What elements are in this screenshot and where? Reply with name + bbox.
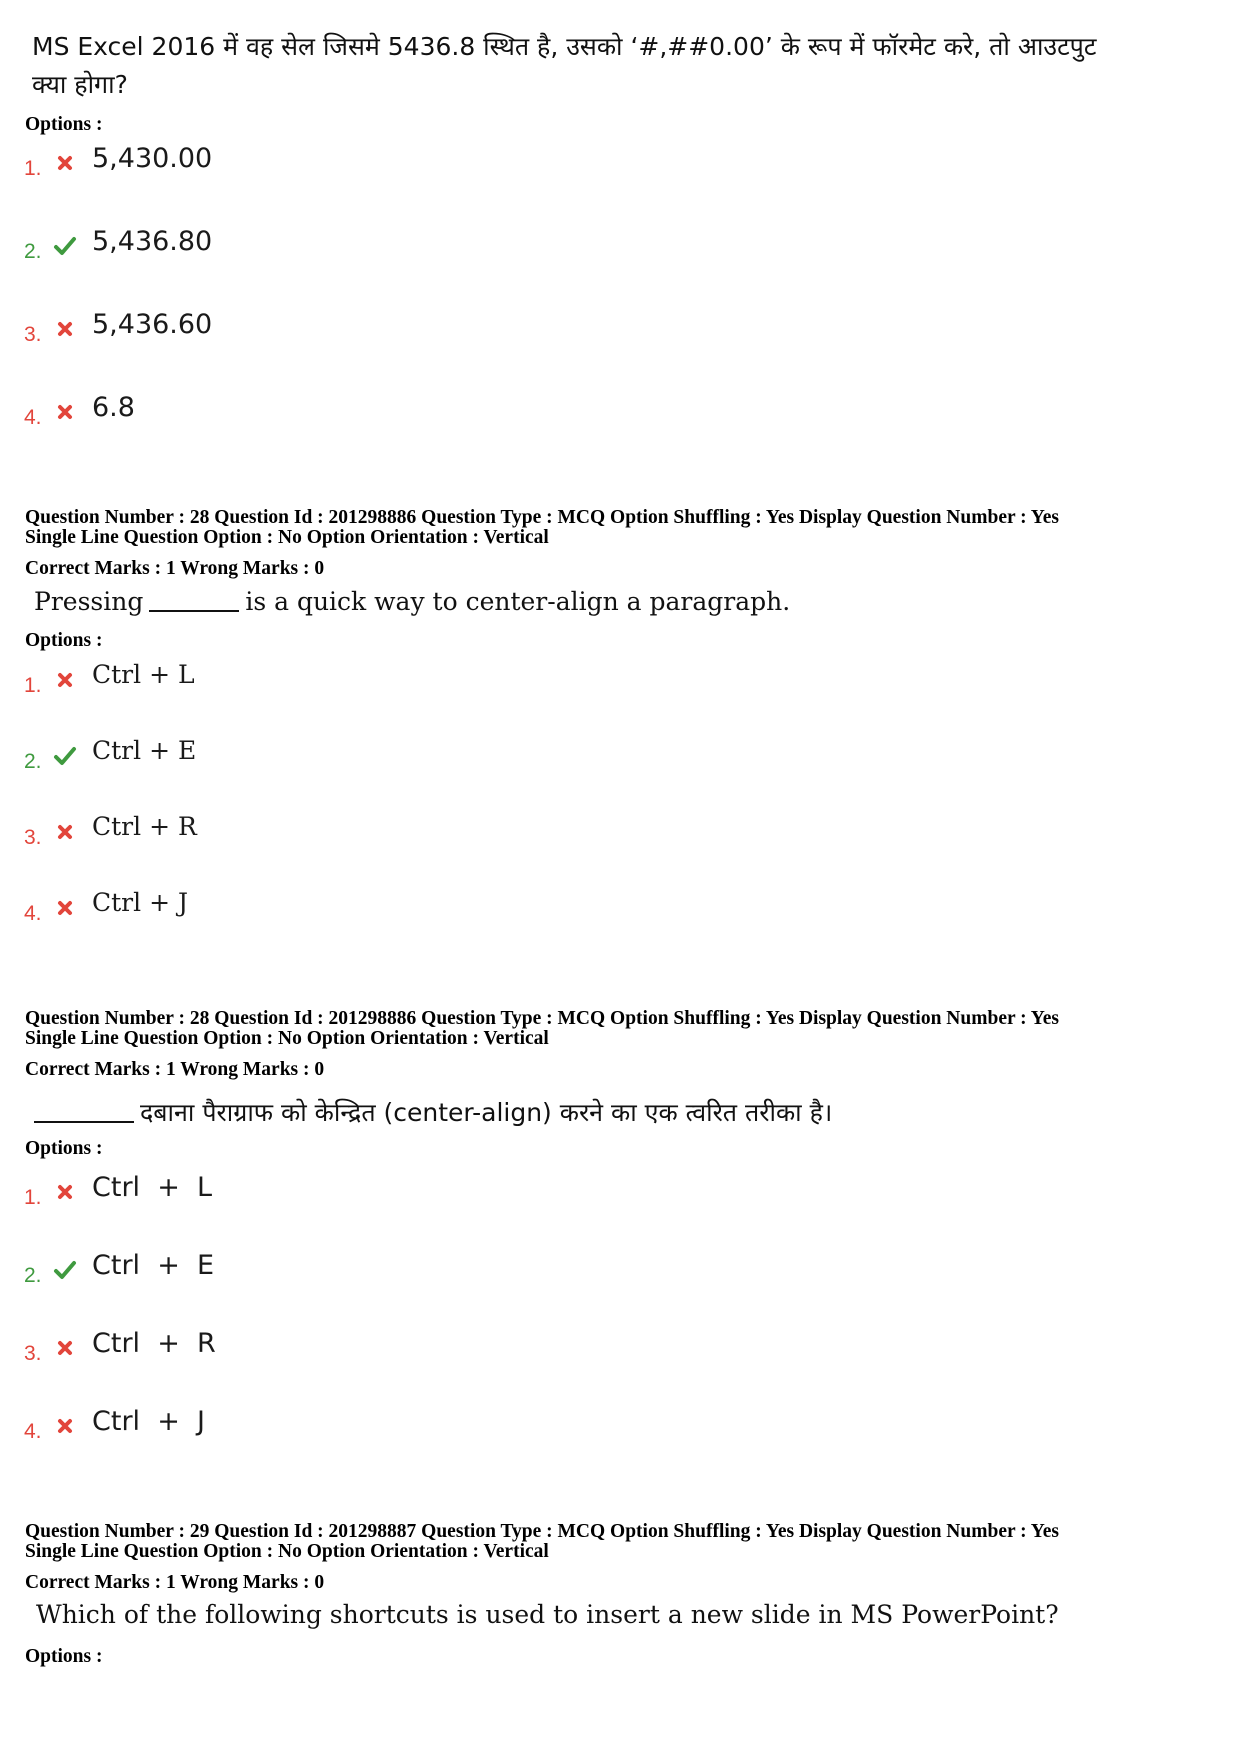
question-d-text: Which of the following shortcuts is used to insert a new slide in MS PowerPoint? [36, 1600, 1059, 1629]
question-c-option-1 [0, 1172, 600, 1212]
question-b-option-4 [0, 888, 600, 928]
cross-icon [53, 400, 77, 424]
question-b-meta-line1: Question Number : 28 Question Id : 201298886 Question Type : MCQ Option Shuffling : Yes Display Question Number : Yes [25, 507, 1059, 528]
option-number: 2. [24, 240, 42, 263]
question-a-option-4 [0, 392, 600, 432]
option-number: 1. [24, 157, 42, 180]
question-d-meta-line2: Single Line Question Option : No Option Orientation : Vertical [25, 1541, 549, 1562]
answer-blank [34, 1121, 134, 1123]
option-value: Ctrl + L [92, 1172, 213, 1203]
question-c-options-label: Options : [25, 1138, 103, 1159]
cross-icon [53, 317, 77, 341]
option-number: 2. [24, 1264, 42, 1287]
question-a-option-2 [0, 226, 600, 266]
question-b-text [34, 587, 790, 616]
question-c-meta-line1: Question Number : 28 Question Id : 201298886 Question Type : MCQ Option Shuffling : Yes Display Question Number : Yes [25, 1008, 1059, 1029]
question-c-text [34, 1094, 832, 1132]
question-b-marks: Correct Marks : 1 Wrong Marks : 0 [25, 558, 325, 579]
option-number: 3. [24, 1342, 42, 1365]
question-b-text-after: is a quick way to center-align a paragraph. [245, 587, 791, 616]
cross-icon [53, 668, 77, 692]
check-icon [53, 744, 77, 768]
option-number: 4. [24, 1420, 42, 1443]
question-c-text-after: दबाना पैराग्राफ को केन्द्रित (center-align) करने का एक त्वरित तरीका है। [140, 1098, 833, 1127]
question-d-options-label: Options : [25, 1646, 103, 1667]
option-number: 4. [24, 406, 42, 429]
cross-icon [53, 151, 77, 175]
option-value: Ctrl + R [92, 812, 197, 841]
cross-icon [53, 1180, 77, 1204]
check-icon [53, 234, 77, 258]
option-value: Ctrl + E [92, 1250, 215, 1281]
option-value: Ctrl + R [92, 1328, 216, 1359]
question-b-option-3 [0, 812, 600, 852]
question-b-option-1 [0, 660, 600, 700]
option-value: 5,436.60 [92, 309, 213, 340]
cross-icon [53, 820, 77, 844]
option-value: Ctrl + J [92, 888, 188, 917]
question-c-option-4 [0, 1406, 600, 1446]
question-a-text-line2: क्या होगा? [32, 70, 128, 99]
option-number: 1. [24, 674, 42, 697]
question-c-option-2 [0, 1250, 600, 1290]
option-number: 3. [24, 826, 42, 849]
answer-blank [149, 610, 239, 612]
option-value: Ctrl + E [92, 736, 197, 765]
option-value: 6.8 [92, 392, 135, 423]
question-c-meta-line2: Single Line Question Option : No Option Orientation : Vertical [25, 1028, 549, 1049]
question-b-option-2 [0, 736, 600, 776]
question-b-options-label: Options : [25, 630, 103, 651]
question-a-options-label: Options : [25, 114, 103, 135]
option-number: 3. [24, 323, 42, 346]
option-value: Ctrl + L [92, 660, 195, 689]
option-value: 5,436.80 [92, 226, 213, 257]
question-d-marks: Correct Marks : 1 Wrong Marks : 0 [25, 1572, 325, 1593]
cross-icon [53, 1336, 77, 1360]
option-value: Ctrl + J [92, 1406, 205, 1437]
cross-icon [53, 1414, 77, 1438]
check-icon [53, 1258, 77, 1282]
option-number: 4. [24, 902, 42, 925]
question-c-option-3 [0, 1328, 600, 1368]
question-c-marks: Correct Marks : 1 Wrong Marks : 0 [25, 1059, 325, 1080]
question-b-text-before: Pressing [34, 587, 144, 616]
question-b-meta-line2: Single Line Question Option : No Option Orientation : Vertical [25, 527, 549, 548]
question-a-text-line1: MS Excel 2016 में वह सेल जिसमे 5436.8 स्थित है, उसको ‘#,##0.00’ के रूप में फॉरमेट करे, तो आउटपुट [32, 32, 1097, 61]
option-number: 1. [24, 1186, 42, 1209]
option-number: 2. [24, 750, 42, 773]
question-a-option-3 [0, 309, 600, 349]
question-a-option-1 [0, 143, 600, 183]
option-value: 5,430.00 [92, 143, 213, 174]
question-d-meta-line1: Question Number : 29 Question Id : 201298887 Question Type : MCQ Option Shuffling : Yes Display Question Number : Yes [25, 1521, 1059, 1542]
cross-icon [53, 896, 77, 920]
